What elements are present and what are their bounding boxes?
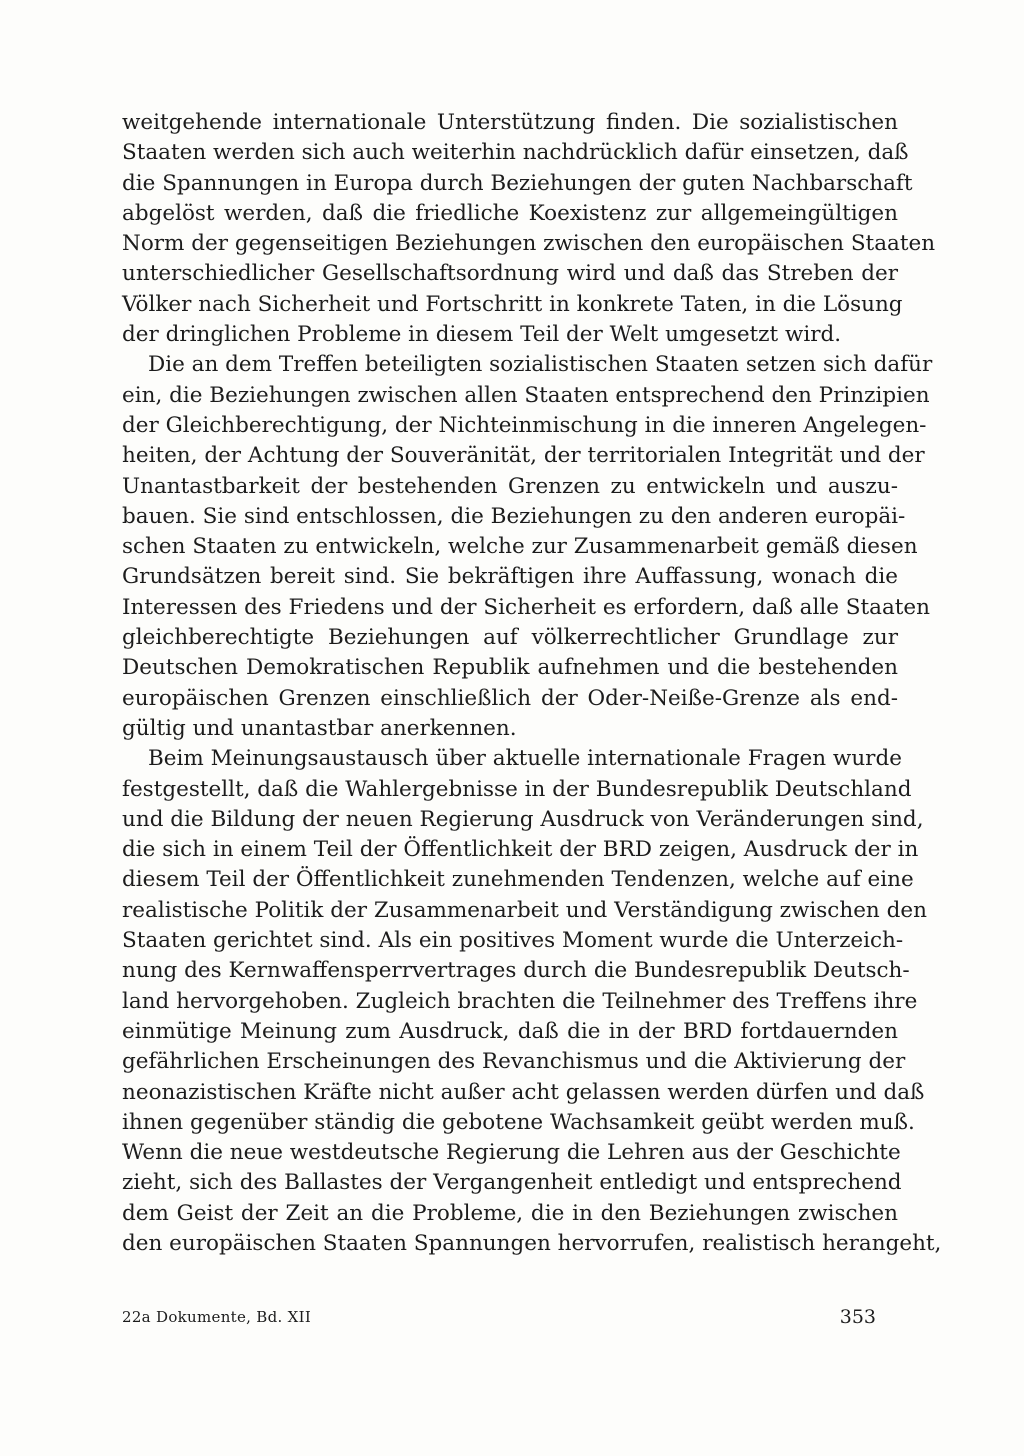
text-line: Deutschen Demokratischen Republik aufnehmen und die bestehenden xyxy=(122,655,898,681)
printer-signature: 22a Dokumente, Bd. XII xyxy=(122,1308,312,1326)
text-line: und die Bildung der neuen Regierung Ausdruck von Veränderungen sind, xyxy=(122,806,924,832)
text-line: neonazistischen Kräfte nicht außer acht gelassen werden dürfen und daß xyxy=(122,1079,925,1105)
text-line: europäischen Grenzen einschließlich der Oder-Neiße-Grenze als end- xyxy=(122,685,898,711)
paragraph-first-line: Beim Meinungsaustausch über aktuelle internationale Fragen wurde xyxy=(148,746,902,772)
text-line: gleichberechtigte Beziehungen auf völkerrechtlicher Grundlage zur xyxy=(122,625,898,651)
text-line: nung des Kernwaffensperrvertrages durch die Bundesrepublik Deutsch- xyxy=(122,958,910,984)
page-footer xyxy=(122,1306,876,1336)
text-line: Staaten gerichtet sind. Als ein positives Moment wurde die Unterzeich- xyxy=(122,928,904,954)
text-line: die Spannungen in Europa durch Beziehungen der guten Nachbarschaft xyxy=(122,170,913,196)
text-line: unterschiedlicher Gesellschaftsordnung wird und daß das Streben der xyxy=(122,261,898,287)
text-line: Wenn die neue westdeutsche Regierung die Lehren aus der Geschichte xyxy=(122,1140,901,1166)
page-number: 353 xyxy=(839,1306,876,1328)
text-line: dem Geist der Zeit an die Probleme, die in den Beziehungen zwischen xyxy=(122,1200,898,1226)
text-line: einmütige Meinung zum Ausdruck, daß die in der BRD fortdauernden xyxy=(122,1018,898,1044)
text-line: bauen. Sie sind entschlossen, die Beziehungen zu den anderen europäi- xyxy=(122,503,906,529)
text-line: festgestellt, daß die Wahlergebnisse in der Bundesrepublik Deutschland xyxy=(122,776,912,802)
text-line: realistische Politik der Zusammenarbeit und Verständigung zwischen den xyxy=(122,897,927,923)
text-line: ein, die Beziehungen zwischen allen Staaten entsprechend den Prinzipien xyxy=(122,382,930,408)
text-line: gültig und unantastbar anerkennen. xyxy=(122,715,517,741)
text-line: der dringlichen Probleme in diesem Teil der Welt umgesetzt wird. xyxy=(122,322,842,348)
text-line: der Gleichberechtigung, der Nichteinmischung in die inneren Angelegen- xyxy=(122,412,927,438)
text-line: Norm der gegenseitigen Beziehungen zwischen den europäischen Staaten xyxy=(122,231,936,257)
text-line: die sich in einem Teil der Öffentlichkeit der BRD zeigen, Ausdruck der in xyxy=(122,837,919,863)
text-line: heiten, der Achtung der Souveränität, der territorialen Integrität und der xyxy=(122,443,925,469)
paragraph-first-line: Die an dem Treffen beteiligten sozialistischen Staaten setzen sich dafür xyxy=(148,352,933,378)
body-text xyxy=(122,108,942,1259)
text-line: den europäischen Staaten Spannungen hervorrufen, realistisch herangeht, xyxy=(122,1230,942,1256)
text-line: Staaten werden sich auch weiterhin nachdrücklich dafür einsetzen, daß xyxy=(122,140,909,166)
text-line: diesem Teil der Öffentlichkeit zunehmenden Tendenzen, welche auf eine xyxy=(122,867,914,893)
text-line: abgelöst werden, daß die friedliche Koexistenz zur allgemeingültigen xyxy=(122,200,898,226)
text-line: land hervorgehoben. Zugleich brachten die Teilnehmer des Treffens ihre xyxy=(122,988,918,1014)
text-line: schen Staaten zu entwickeln, welche zur Zusammenarbeit gemäß diesen xyxy=(122,534,918,560)
text-line: Unantastbarkeit der bestehenden Grenzen zu entwickeln und auszu- xyxy=(122,473,898,499)
text-line: zieht, sich des Ballastes der Vergangenheit entledigt und entsprechend xyxy=(122,1170,902,1196)
text-line: Völker nach Sicherheit und Fortschritt in konkrete Taten, in die Lösung xyxy=(122,291,903,317)
text-line: Interessen des Friedens und der Sicherheit es erfordern, daß alle Staaten xyxy=(122,594,931,620)
text-line: weitgehende internationale Unterstützung finden. Die sozialistischen xyxy=(122,110,898,135)
text-line: Grundsätzen bereit sind. Sie bekräftigen ihre Auffassung, wonach die xyxy=(122,564,898,590)
text-line: ihnen gegenüber ständig die gebotene Wachsamkeit geübt werden muß. xyxy=(122,1109,915,1135)
text-line: gefährlichen Erscheinungen des Revanchismus und die Aktivierung der xyxy=(122,1049,906,1075)
